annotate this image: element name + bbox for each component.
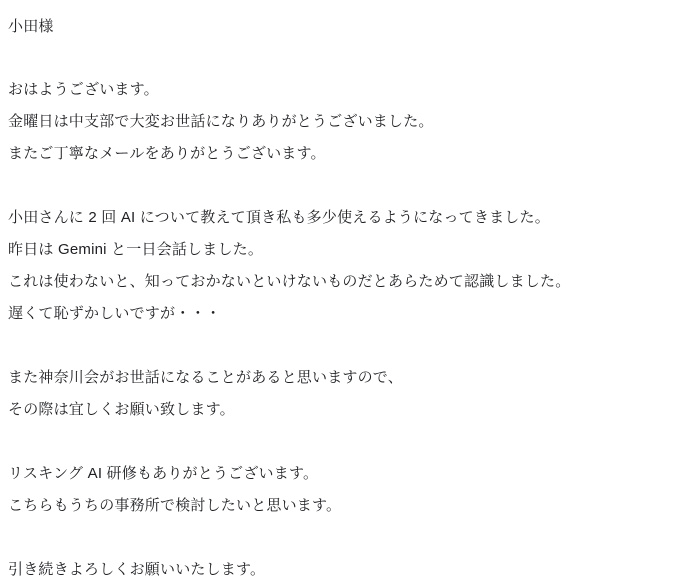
body-line: 小田さんに 2 回 AI について教えて頂き私も多少使えるようになってきました。: [8, 209, 550, 226]
body-line: おはようございます。: [8, 81, 159, 98]
body-line: またご丁寧なメールをありがとうございます。: [8, 145, 326, 162]
blank-line: [4, 330, 697, 362]
body-line: また神奈川会がお世話になることがあると思いますので、: [8, 369, 403, 386]
blank-line: [4, 42, 697, 74]
blank-line: [4, 170, 697, 202]
body-line: 引き続きよろしくお願いいたします。: [8, 561, 266, 578]
body-line: これは使わないと、知っておかないといけないものだとあらためて認識しました。: [8, 273, 571, 290]
body-line: その際は宜しくお願い致します。: [8, 401, 235, 418]
body-line: こちらもうちの事務所で検討したいと思います。: [8, 497, 342, 514]
body-line: 遅くて恥ずかしいですが・・・: [8, 305, 221, 322]
body-line: 金曜日は中支部で大変お世話になりありがとうございました。: [8, 113, 434, 130]
body-line: リスキング AI 研修もありがとうございます。: [8, 465, 319, 482]
body-line: 昨日は Gemini と一日会話しました。: [8, 241, 264, 258]
salutation-line: 小田様: [8, 18, 54, 35]
blank-line: [4, 522, 697, 554]
blank-line: [4, 426, 697, 458]
